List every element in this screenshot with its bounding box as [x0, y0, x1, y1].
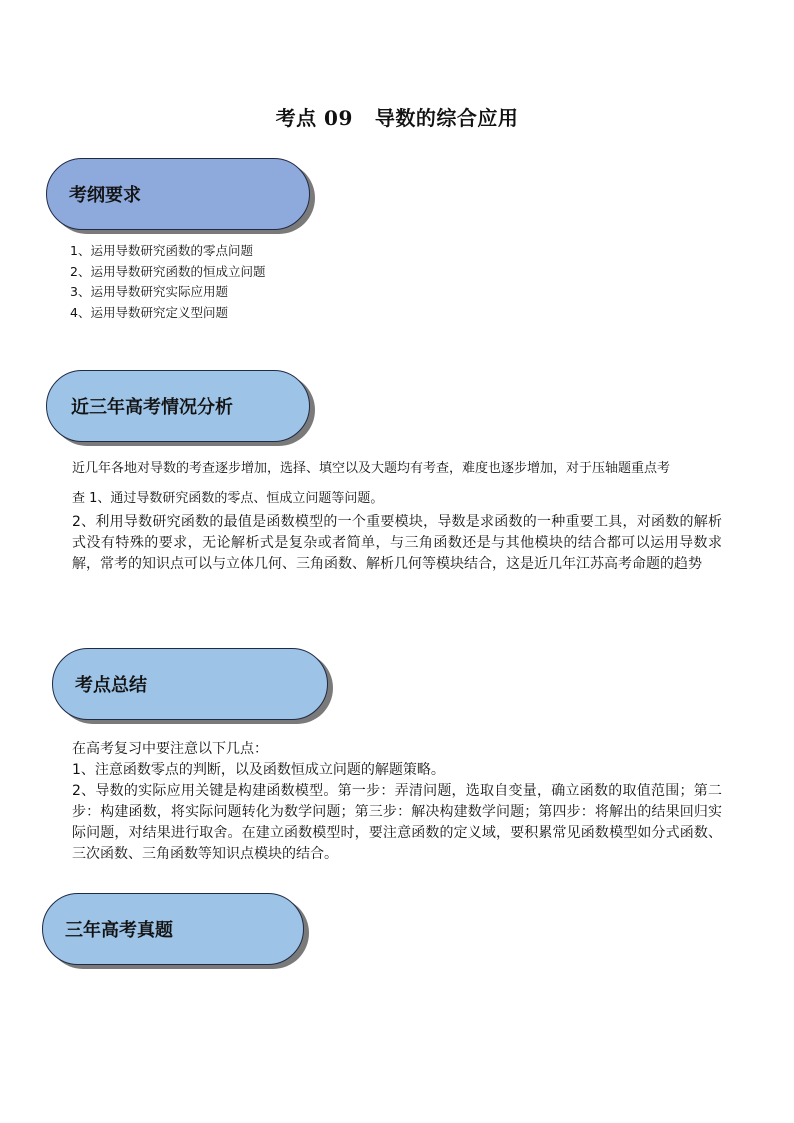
exams-label: 三年高考真题 — [65, 920, 173, 941]
syllabus-list — [70, 241, 265, 323]
analysis-line-1: 近几年各地对导数的考查逐步增加，选择、填空以及大题均有考查，难度也逐步增加，对于压轴题重点考 — [72, 461, 671, 476]
summary-pill — [52, 648, 328, 720]
summary-intro: 在高考复习中要注意以下几点： — [72, 741, 268, 757]
analysis-line-2: 查 1、通过导数研究函数的零点、恒成立问题等问题。 — [72, 491, 384, 506]
syllabus-label: 考纲要求 — [69, 185, 141, 206]
section-header-syllabus — [46, 158, 310, 230]
syllabus-pill — [46, 158, 310, 230]
exams-pill — [42, 893, 304, 965]
section-header-summary — [52, 648, 328, 720]
list-item: 3、运用导数研究实际应用题 — [70, 284, 228, 299]
list-item: 2、运用导数研究函数的恒成立问题 — [70, 263, 266, 279]
summary-point-2: 2、导数的实际应用关键是构建函数模型。第一步：弄清问题，选取自变量，确立函数的取值范围；第二步：构建函数，将实际问题转化为数学问题；第三步：解决构建数学问题；第四步：将解出的结果回归实际问题，对结果进行取舍。在建立函数模型时，要注意函数的定义域，要积累常见函数模型如分式函数、三次函数、三角函数等知识点模块的结合。 — [72, 783, 722, 862]
section-header-analysis — [46, 370, 310, 442]
page-title — [0, 102, 794, 131]
summary-label: 考点总结 — [75, 675, 147, 696]
title-text: 导数的综合应用 — [374, 106, 519, 130]
list-item: 4、运用导数研究定义型问题 — [70, 304, 228, 320]
section-header-exams — [42, 893, 304, 965]
analysis-pill — [46, 370, 310, 442]
title-number: 考点 09 — [275, 106, 353, 130]
analysis-label: 近三年高考情况分析 — [71, 397, 233, 418]
summary-point-1: 1、注意函数零点的判断，以及函数恒成立问题的解题策略。 — [72, 762, 445, 778]
analysis-paragraph: 2、利用导数研究函数的最值是函数模型的一个重要模块，导数是求函数的一种重要工具，对函数的解析式没有特殊的要求，无论解析式是复杂或者简单，与三角函数还是与其他模块的结合都可以运用导数求解，常考的知识点可以与立体几何、三角函数、解析几何等模块结合，这是近几年江苏高考命题的趋势 — [72, 514, 722, 572]
list-item: 1、运用导数研究函数的零点问题 — [70, 243, 253, 258]
